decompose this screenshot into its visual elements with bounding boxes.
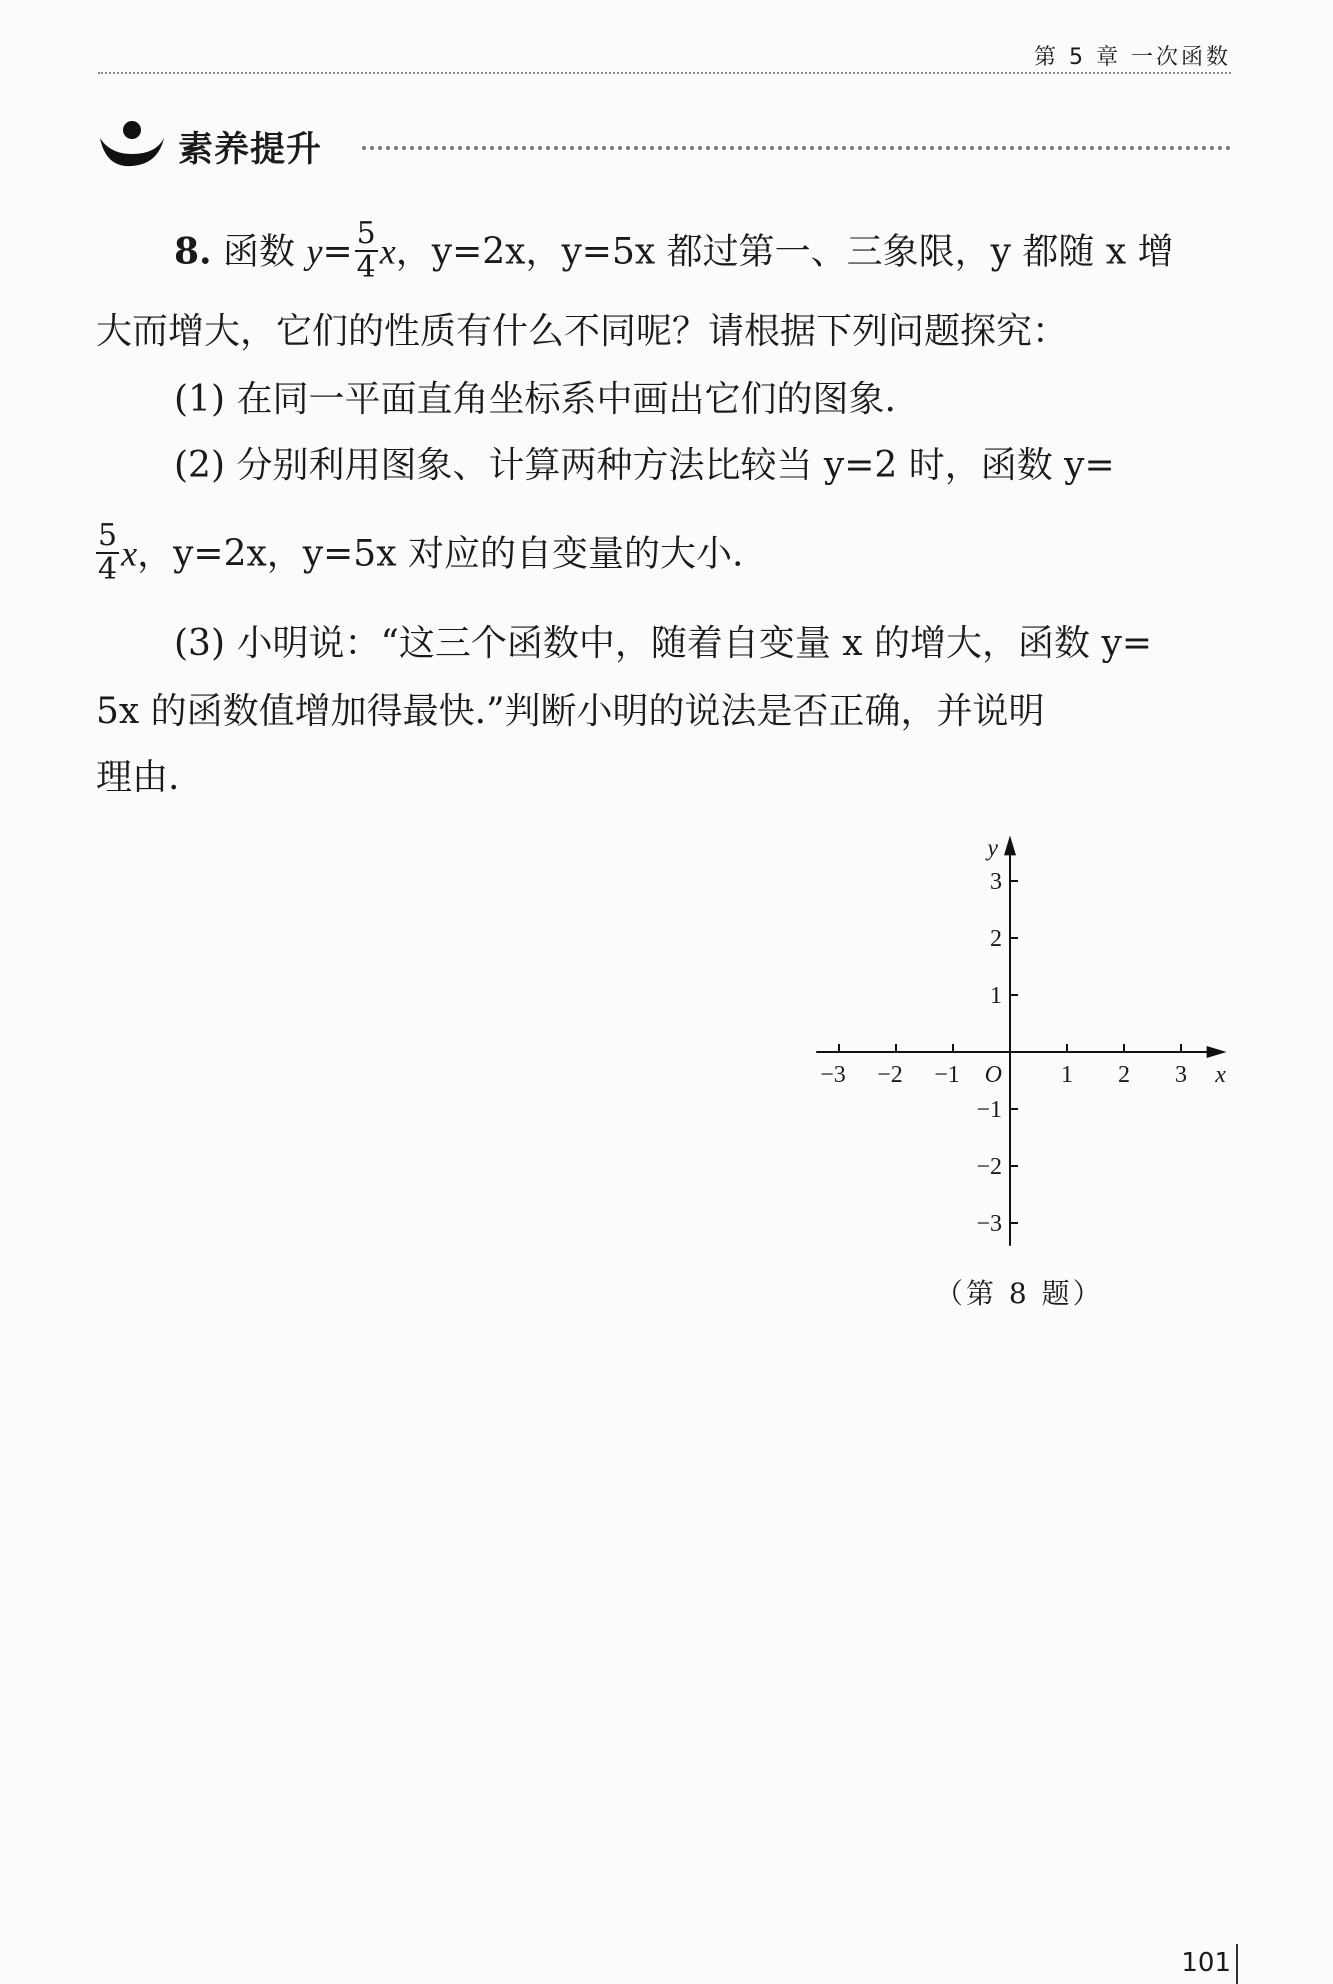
x-tick-label: 1 (1061, 1062, 1073, 1088)
x-axis-arrow (1207, 1046, 1227, 1058)
problem-number: 8. (174, 230, 212, 273)
problem-line-1-rest: ，y=2x，y=5x 都过第一、三象限，y 都随 x 增 (395, 231, 1174, 273)
fraction-5-4-b (96, 520, 119, 585)
x-tick-label: 3 (1175, 1062, 1187, 1088)
equals-sign: = (322, 231, 353, 273)
function-x-b: x (121, 533, 138, 574)
section-logo-icon (96, 118, 168, 170)
y-tick-label: 2 (990, 926, 1002, 952)
fraction-numerator: 5 (356, 216, 376, 251)
question-2-line-2-rest: ，y=2x，y=5x 对应的自变量的大小. (137, 533, 744, 575)
y-tick-label: −3 (976, 1211, 1002, 1237)
function-y: y (306, 231, 323, 272)
page-number: 101 (1181, 1948, 1231, 1978)
figure-caption: （第 8 题） (935, 1277, 1104, 1310)
x-axis-label: x (1215, 1062, 1226, 1088)
x-tick-label: 2 (1118, 1062, 1130, 1088)
problem-line-2: 大而增大，它们的性质有什么不同呢？请根据下列问题探究： (96, 311, 1069, 352)
problem-intro: 函数 (223, 231, 296, 273)
problem-line-1 (174, 216, 1174, 287)
coordinate-axes (800, 820, 1240, 1260)
y-axis-arrow (1004, 835, 1016, 855)
fraction-numerator-b: 5 (98, 518, 118, 553)
header-divider (98, 72, 1231, 74)
question-2-line-1: (2) 分别利用图象、计算两种方法比较当 y=2 时，函数 y= (174, 445, 1115, 486)
section-divider (362, 146, 1231, 150)
origin-label: O (984, 1062, 1002, 1088)
y-tick-label: 1 (990, 983, 1002, 1009)
x-tick-label: −2 (877, 1062, 903, 1088)
question-1: (1) 在同一平面直角坐标系中画出它们的图象. (174, 379, 896, 420)
question-3-line-3: 理由. (96, 757, 180, 798)
y-axis-label: y (987, 835, 998, 862)
section-title: 素养提升 (178, 130, 323, 170)
question-2-line-2 (94, 518, 744, 589)
y-tick-label: −2 (976, 1154, 1002, 1180)
fraction-denominator-b: 4 (98, 551, 118, 587)
y-tick-label: 3 (990, 869, 1002, 895)
question-3-line-1: (3) 小明说：“这三个函数中，随着自变量 x 的增大，函数 y= (174, 623, 1152, 664)
y-tick-label: −1 (976, 1097, 1002, 1123)
question-3-line-2: 5x 的函数值增加得最快.”判断小明的说法是否正确，并说明 (96, 691, 1045, 732)
page-number-rule (1236, 1944, 1238, 1984)
fraction-denominator: 4 (356, 249, 376, 285)
function-x: x (379, 231, 396, 272)
x-tick-label: −1 (934, 1062, 960, 1088)
chapter-header: 第 5 章 一次函数 (1034, 45, 1231, 70)
x-tick-label: −3 (820, 1062, 846, 1088)
fraction-5-4 (355, 218, 378, 283)
